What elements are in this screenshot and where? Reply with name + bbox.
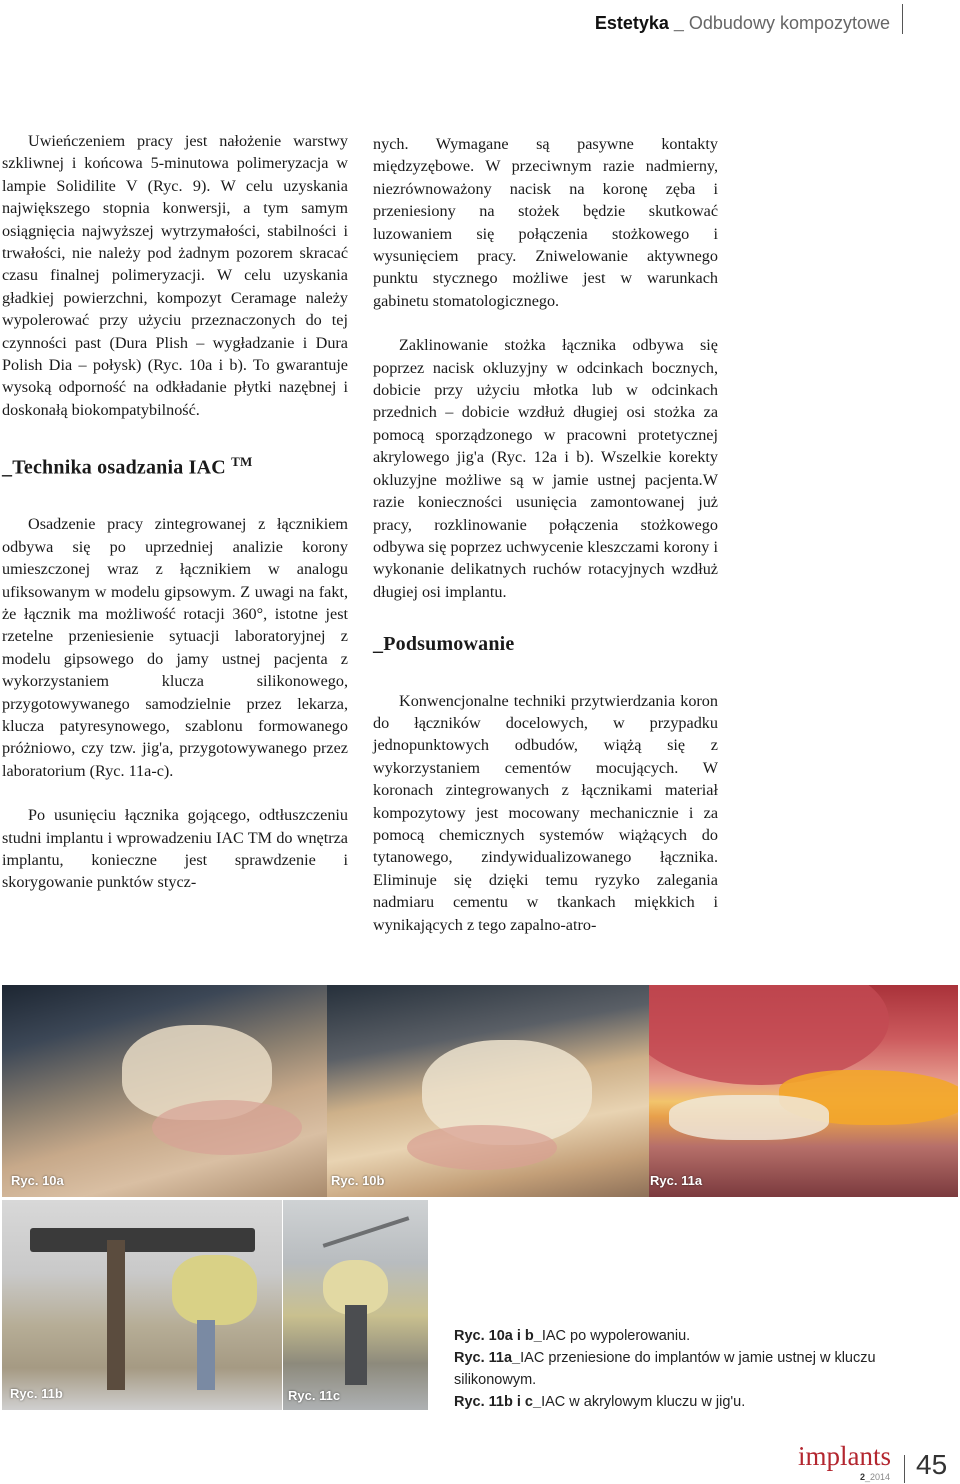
caption-item (454, 1325, 924, 1347)
figure-11a-photo (649, 985, 958, 1197)
figure-10b-photo (327, 985, 649, 1197)
caption-text: IAC po wypolerowaniu. (541, 1328, 691, 1344)
figure-10a-photo (2, 985, 327, 1197)
caption-text: IAC przeniesione do implantów w jamie ustnej w kluczu silikonowym. (454, 1350, 876, 1388)
figure-label: Ryc. 10a (11, 1173, 64, 1188)
header-divider (902, 4, 903, 34)
figure-label: Ryc. 11b (10, 1386, 63, 1401)
section-heading-iac (2, 451, 348, 479)
text-column-right (373, 133, 718, 936)
figure-11b-photo (2, 1200, 282, 1410)
trademark-mark: TM (231, 454, 253, 470)
figure-label: Ryc. 11a (650, 1173, 703, 1188)
journal-issue (860, 1472, 890, 1482)
figure-label: Ryc. 10b (331, 1173, 385, 1188)
caption-item (454, 1347, 924, 1391)
header-subsection: Odbudowy kompozytowe (683, 13, 890, 33)
issue-number: 2 (860, 1472, 866, 1482)
paragraph: Zaklinowanie stożka łącznika odbywa się poprzez nacisk okluzyjny w odcinkach bocznych, dobicie przy użyciu młotka lub w odcinkach przednich – dobicie wzdłuż długiej osi stożka za pomocą sporządzonego w pracowni protetycznej akrylowego jig'a (Ryc. 12a i b). Wszelkie korekty okluzyjne możliwe są w jamie ustnej pacjenta.W razie konieczności usunięcia zamontowanej już pracy, rozklinowanie połączenia stożkowego odbywa się poprzez uchwycenie kleszczami korony i wykonanie delikatnych ruchów rotacyjnych wzdłuż długiej osi implantu. (373, 336, 718, 601)
figure-label: Ryc. 11c (288, 1388, 341, 1403)
caption-label: Ryc. 10a i b_ (454, 1328, 542, 1344)
page-number: 45 (916, 1449, 948, 1480)
caption-item (454, 1391, 924, 1413)
text-column-left (2, 130, 348, 894)
paragraph: nych. Wymagane są pasywne kontakty międzyzębowe. W przeciwnym razie nadmierny, niezrównoważony nacisk na koronę zęba i przeniesiony na stożek będzie skutkować luzowaniem się połączenia stożkowego i wysunięciem pracy. Zniwelowanie aktywnego punktu stycznego możliwe jest w warunkach gabinetu stomatologicznego. (373, 135, 718, 310)
paragraph: Uwieńczeniem pracy jest nałożenie warstwy szkliwnej i końcowa 5-minutowa polimeryzacja w lampie Solidilite V (Ryc. 9). W celu uzyskania największego stopnia konwersji, a tym samym osiągnięcia najwyższej wytrzymałości, stabilności i trwałości, nie należy pod żadnym pozorem skracać czasu finalnej polimeryzacji. W celu uzyskania gładkiej powierzchni, kompozyt Ceramage należy wypolerować przy użyciu przeznaczonych do tej czynności past (Dura Plish – wygładzanie i Dura Polish Dia – połysk) (Ryc. 10a i b). To gwarantuje wysoką odporność na odkładanie płytki nazębnej i doskonałą biokompatybilność. (2, 132, 348, 419)
footer-divider (904, 1455, 905, 1483)
caption-label: Ryc. 11b i c_ (454, 1394, 542, 1410)
running-header (595, 10, 890, 36)
heading-text: _Technika osadzania IAC (2, 456, 226, 479)
section-heading-summary: _Podsumowanie (373, 633, 515, 656)
journal-brand: implants (798, 1441, 891, 1471)
figure-11c-photo (283, 1200, 428, 1410)
issue-year: _2014 (865, 1472, 891, 1482)
paragraph: Po usunięciu łącznika gojącego, odtłuszczeniu studni implantu i wprowadzeniu IAC TM do wnętrza implantu, konieczne jest sprawdzenie i skorygowanie punktów stycz- (2, 806, 348, 892)
caption-label: Ryc. 11a_ (454, 1350, 521, 1366)
header-section: Estetyka _ (594, 13, 684, 33)
paragraph: Konwencjonalne techniki przytwierdzania koron do łączników docelowych, w przypadku jednopunktowych odbudów, wiążą się z wykorzystaniem cementów mocujących. W koronach zintegrowanych z łącznikami materiał kompozytowy jest mocowany mechanicznie i za pomocą chemicznych systemów wiążących do tytanowego, zindywidualizowanego łącznika. Eliminuje się dzięki temu ryzyko zalegania nadmiaru cementu w tkankach miękkich i wynikających z tego zapalno-atro- (373, 691, 718, 934)
paragraph: Osadzenie pracy zintegrowanej z łącznikiem odbywa się po uprzedniej analizie korony umieszczonej wraz z łącznikiem w analogu ufiksowanym w modelu gipsowym. Z uwagi na fakt, że łącznik ma możliwość rotacji 360°, istotne jest rzetelne przeniesienie sytuacji laboratoryjnej z modelu gipsowego do jamy ustnej pacjenta z wykorzystaniem klucza silikonowego, przygotowywanego samodzielnie przez lekarza, klucza patyresynowego, szablonu formowanego próżniowo, czy tzw. jig'a, przygotowywanego przez laboratorium (Ryc. 11a-c). (2, 515, 348, 780)
figure-captions (454, 1325, 924, 1413)
caption-text: IAC w akrylowym kluczu w jig'u. (541, 1394, 746, 1410)
